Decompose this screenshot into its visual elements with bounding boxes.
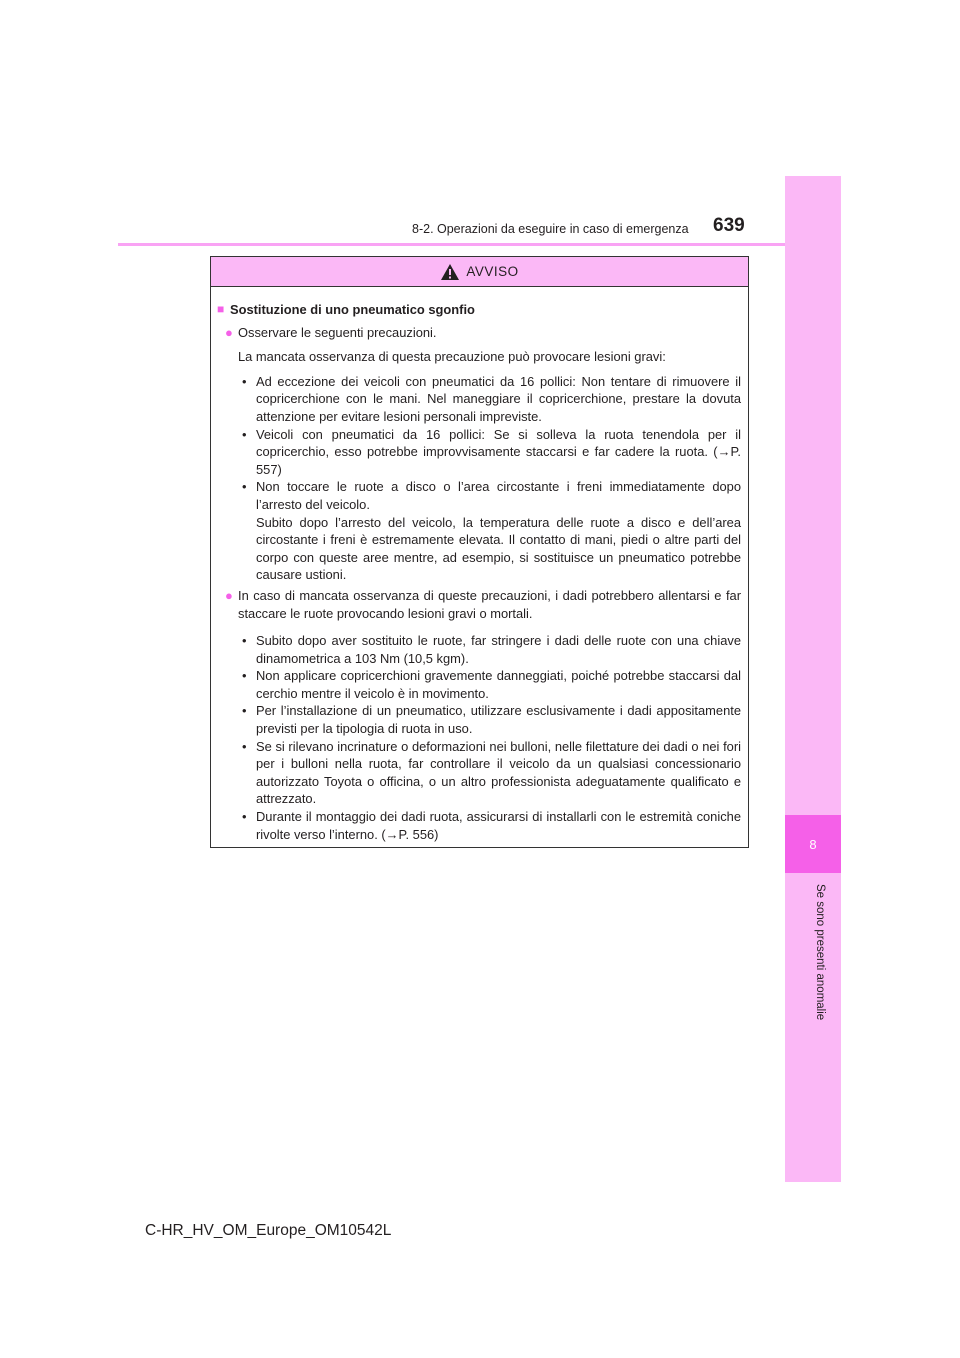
warning-intro: La mancata osservanza di questa precauzione può provocare lesioni gravi: — [238, 349, 666, 365]
warning-item — [225, 324, 741, 342]
warning-item-text: In caso di mancata osservanza di queste precauzioni, i dadi potrebbero allentarsi e far staccare le ruote provocando lesioni gravi o mortali. — [238, 587, 741, 621]
document-code: C-HR_HV_OM_Europe_OM10542L — [145, 1222, 392, 1239]
warning-bullet: • Veicoli con pneumatici da 16 pollici: Se si solleva la ruota tenendola per il copricerchio, esso potrebbe improvvisamente staccarsi e far cadere la ruota. (→P. 557) — [238, 426, 741, 479]
warning-bullet-list — [238, 632, 741, 843]
circle-bullet-icon: ● — [225, 587, 233, 603]
warning-bullet: • Non toccare le ruote a disco o l’area circostante i freni immediatamente dopo l’arresto del veicolo. Subito dopo l’arresto del veicolo, la temperatura delle ruote a disco e dell’area circostante i freni è estremamente elevata. Il contatto di mani, piedi o altre parti del corpo con queste aree mentre, ad esempio, si sostituisce un pneumatico potrebbe causare ustioni. — [238, 478, 741, 584]
chapter-title: Se sono presenti anomalie — [814, 884, 826, 1021]
warning-bullet: • Non applicare copricerchioni gravemente danneggiati, poiché potrebbe staccarsi dal cerchio mentre il veicolo è in movimento. — [238, 667, 741, 702]
warning-bullet: • Ad eccezione dei veicoli con pneumatici da 16 pollici: Non tentare di rimuovere il copricerchione con le mani. Nel maneggiare il copricerchione, prestare la dovuta attenzione per evitare lesioni personali impreviste. — [238, 373, 741, 426]
warning-heading — [217, 301, 741, 319]
warning-triangle-icon — [440, 263, 460, 281]
chapter-side-tab — [785, 176, 841, 1182]
warning-item — [225, 587, 741, 622]
warning-bullet: • Se si rilevano incrinature o deformazioni nei bulloni, nelle filettature dei dadi o nei fori per i bulloni nella ruota, far controllare il veicolo da un qualsiasi concessionario autorizzato Toyota o officina, o un altro professionista adeguatamente qualificato e attrezzato. — [238, 738, 741, 808]
warning-box — [210, 256, 749, 848]
warning-bullet-list — [238, 373, 741, 584]
chapter-number-badge: 8 — [785, 815, 841, 873]
warning-label: AVVISO — [466, 264, 519, 279]
section-title: 8-2. Operazioni da eseguire in caso di emergenza — [412, 222, 689, 236]
warning-header — [211, 257, 748, 287]
warning-content — [211, 287, 748, 843]
header-rule — [118, 243, 840, 246]
warning-bullet: • Per l’installazione di un pneumatico, utilizzare esclusivamente i dadi appositamente previsti per la tipologia di ruota in uso. — [238, 702, 741, 737]
circle-bullet-icon: ● — [225, 324, 233, 340]
square-bullet-icon: ■ — [217, 302, 225, 316]
warning-bullet: • Durante il montaggio dei dadi ruota, assicurarsi di installarli con le estremità coniche rivolte verso l’interno. (→P. 556) — [238, 808, 741, 843]
warning-bullet: • Subito dopo aver sostituito le ruote, far stringere i dadi delle ruote con una chiave dinamometrica a 103 Nm (10,5 kgm). — [238, 632, 741, 667]
warning-heading-text: Sostituzione di uno pneumatico sgonfio — [230, 302, 475, 317]
page-number: 639 — [713, 215, 745, 236]
warning-item-text: Osservare le seguenti precauzioni. — [238, 324, 437, 340]
